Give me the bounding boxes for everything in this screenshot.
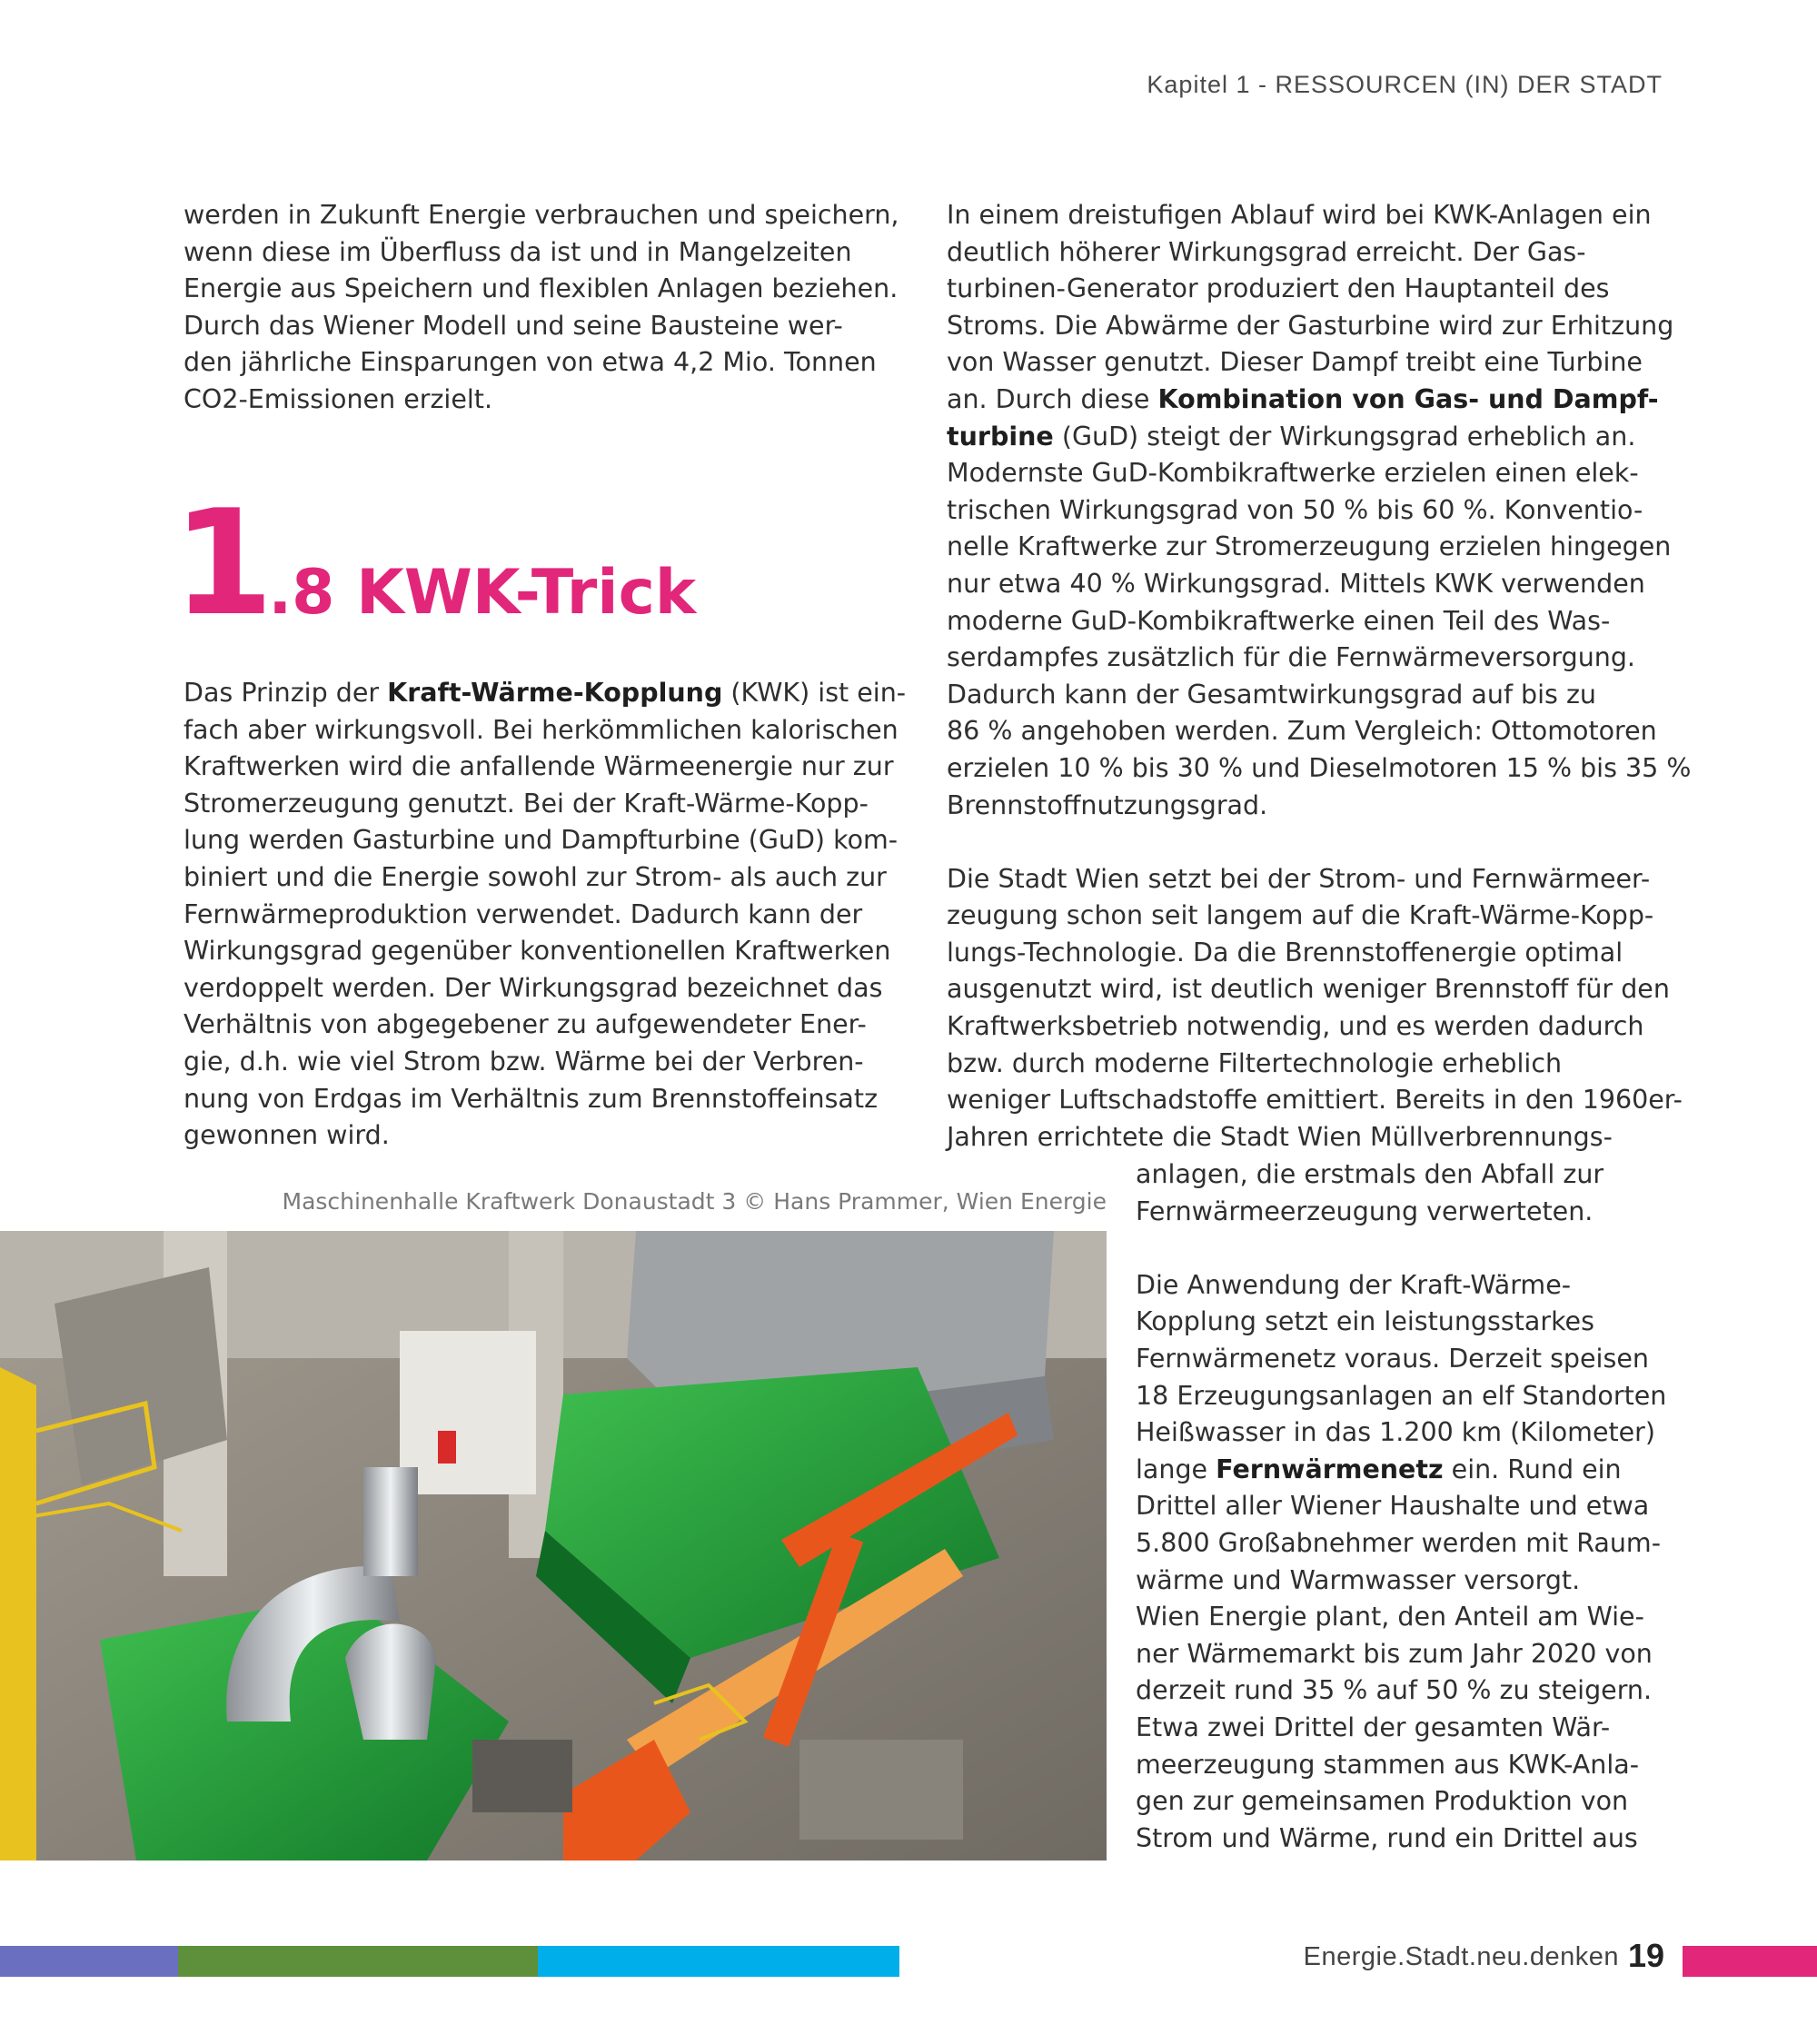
section-number: 1 [173,478,269,648]
text-line: erzielen 10 % bis 30 % und Dieselmotoren 15 % bis 35 % [947,752,1692,783]
text-line: lange Fernwärmenetz ein. Rund ein [1136,1454,1622,1484]
text-line: den jährliche Einsparungen von etwa 4,2 Mio. Tonnen [184,347,877,378]
text-line: an. Durch diese Kombination von Gas- und Dampf- [947,383,1659,414]
text-line: Die Anwendung der Kraft-Wärme- [1136,1269,1572,1300]
text-right-top [947,197,1692,1156]
text-line: trischen Wirkungsgrad von 50 % bis 60 %. Konventio- [947,494,1643,525]
text-line: gewonnen wird. [184,1120,390,1151]
text-line: Fernwärmeproduktion verwendet. Dadurch kann der [184,898,863,929]
text-line: Die Stadt Wien setzt bei der Strom- und Fernwärmeer- [947,863,1651,894]
text-line: serdampfes zusätzlich für die Fernwärmeversorgung. [947,642,1635,673]
text-line: Verhältnis von abgegebener zu aufgewendeter Ener- [184,1009,867,1040]
text-line: Das Prinzip der Kraft-Wärme-Kopplung (KWK) ist ein- [184,678,907,708]
text-line: Stromerzeugung genutzt. Bei der Kraft-Wärme-Kopp- [184,788,869,819]
text-line: 5.800 Großabnehmer werden mit Raum- [1136,1527,1661,1558]
text-line: moderne GuD-Kombikraftwerke einen Teil des Was- [947,605,1611,636]
text-line: wärme und Warmwasser versorgt. [1136,1564,1581,1595]
text-line: von Wasser genutzt. Dieser Dampf treibt eine Turbine [947,347,1643,378]
bold-term: turbine [947,421,1054,451]
text-line: 86 % angehoben werden. Zum Vergleich: Ottomotoren [947,716,1657,747]
turbine-hall-photo [0,1231,1107,1860]
text-line: Drittel aller Wiener Haushalte und etwa [1136,1491,1650,1522]
bold-term: Fernwärmenetz [1216,1454,1444,1484]
text-line: werden in Zukunft Energie verbrauchen und speichern, [184,200,899,230]
text-line: Jahren errichtete die Stadt Wien Müllverbrennungs- [947,1121,1613,1152]
text-line: Stroms. Die Abwärme der Gasturbine wird zur Erhitzung [947,310,1674,341]
text-line: Dadurch kann der Gesamtwirkungsgrad auf bis zu [947,679,1596,709]
text-line: Wien Energie plant, den Anteil am Wie- [1136,1602,1644,1632]
text-line: Fernwärmenetz voraus. Derzeit speisen [1136,1343,1649,1374]
text-line: nelle Kraftwerke zur Stromerzeugung erzielen hingegen [947,531,1672,562]
text-line: Brennstoffnutzungsgrad. [947,789,1268,820]
text-right-bottom [1136,1156,1681,1857]
text-line: wenn diese im Überfluss da ist und in Mangelzeiten [184,236,852,267]
text-line: lung werden Gasturbine und Dampfturbine (GuD) kom- [184,825,899,856]
text-line: Modernste GuD-Kombikraftwerke erzielen einen elek- [947,458,1639,489]
text-line: Durch das Wiener Modell und seine Bausteine wer- [184,310,843,341]
text-line: lungs-Technologie. Da die Brennstoffenergie optimal [947,937,1623,967]
text-line: Energie aus Speichern und flexiblen Anlagen beziehen. [184,273,899,304]
footer-title: Energie.Stadt.neu.denken [1303,1942,1619,1971]
text-line: gie, d.h. wie viel Strom bzw. Wärme bei der Verbren- [184,1046,864,1077]
text-line: derzeit rund 35 % auf 50 % zu steigern. [1136,1675,1653,1706]
text-line: Heißwasser in das 1.200 km (Kilometer) [1136,1417,1656,1448]
text-line: 18 Erzeugungsanlagen an elf Standorten [1136,1380,1667,1411]
section-title: .8 KWK-Trick [268,557,697,629]
footer-bar-pink [1683,1946,1817,1977]
text-line: Wirkungsgrad gegenüber konventionellen Kraftwerken [184,936,891,967]
text-line: gen zur gemeinsamen Produktion von [1136,1786,1629,1817]
text-line: biniert und die Energie sowohl zur Strom- als auch zur [184,861,887,892]
text-left-top [184,197,910,419]
text-line: ausgenutzt wird, ist deutlich weniger Brennstoff für den [947,974,1670,1005]
text-line: nung von Erdgas im Verhältnis zum Brennstoffeinsatz [184,1083,879,1114]
text-line: anlagen, die erstmals den Abfall zur [1136,1159,1604,1189]
text-line: ner Wärmemarkt bis zum Jahr 2020 von [1136,1638,1653,1669]
text-line: bzw. durch moderne Filtertechnologie erheblich [947,1047,1563,1078]
text-line: verdoppelt werden. Der Wirkungsgrad bezeichnet das [184,972,883,1003]
text-line: nur etwa 40 % Wirkungsgrad. Mittels KWK verwenden [947,568,1645,599]
text-line: fach aber wirkungsvoll. Bei herkömmlichen kalorischen [184,714,899,745]
text-line: meerzeugung stammen aus KWK-Anla- [1136,1749,1640,1780]
bold-term: Kraft-Wärme-Kopplung [387,678,723,708]
footer-bar-green [178,1946,538,1977]
text-left-main [184,675,910,1155]
footer-bar-purple [0,1946,178,1977]
text-line: Kraftwerksbetrieb notwendig, und es werden dadurch [947,1011,1644,1042]
text-line: weniger Luftschadstoffe emittiert. Bereits in den 1960er- [947,1085,1683,1116]
text-line: Fernwärmeerzeugung verwerteten. [1136,1196,1594,1226]
footer-bar-blue [538,1946,899,1977]
bold-term: Kombination von Gas- und Dampf- [1157,383,1659,414]
text-line: turbinen-Generator produziert den Hauptanteil des [947,273,1610,304]
text-line: Kopplung setzt ein leistungsstarkes [1136,1306,1594,1337]
text-line: Etwa zwei Drittel der gesamten Wär- [1136,1712,1611,1742]
text-line: CO2-Emissionen erzielt. [184,383,493,414]
page-number: 19 [1628,1937,1665,1974]
text-line: Kraftwerken wird die anfallende Wärmeenergie nur zur [184,751,894,782]
photo-caption: Maschinenhalle Kraftwerk Donaustadt 3 © Hans Prammer, Wien Energie [282,1188,1107,1215]
text-line: deutlich höherer Wirkungsgrad erreicht. Der Gas- [947,236,1586,267]
text-line: Strom und Wärme, rund ein Drittel aus [1136,1822,1638,1853]
text-line: In einem dreistufigen Ablauf wird bei KWK-Anlagen ein [947,200,1652,230]
text-line: zeugung schon seit langem auf die Kraft-Wärme-Kopp- [947,900,1654,931]
chapter-header: Kapitel 1 - RESSOURCEN (IN) DER STADT [1147,71,1663,98]
text-line: turbine (GuD) steigt der Wirkungsgrad erheblich an. [947,421,1636,451]
section-heading [173,478,697,648]
